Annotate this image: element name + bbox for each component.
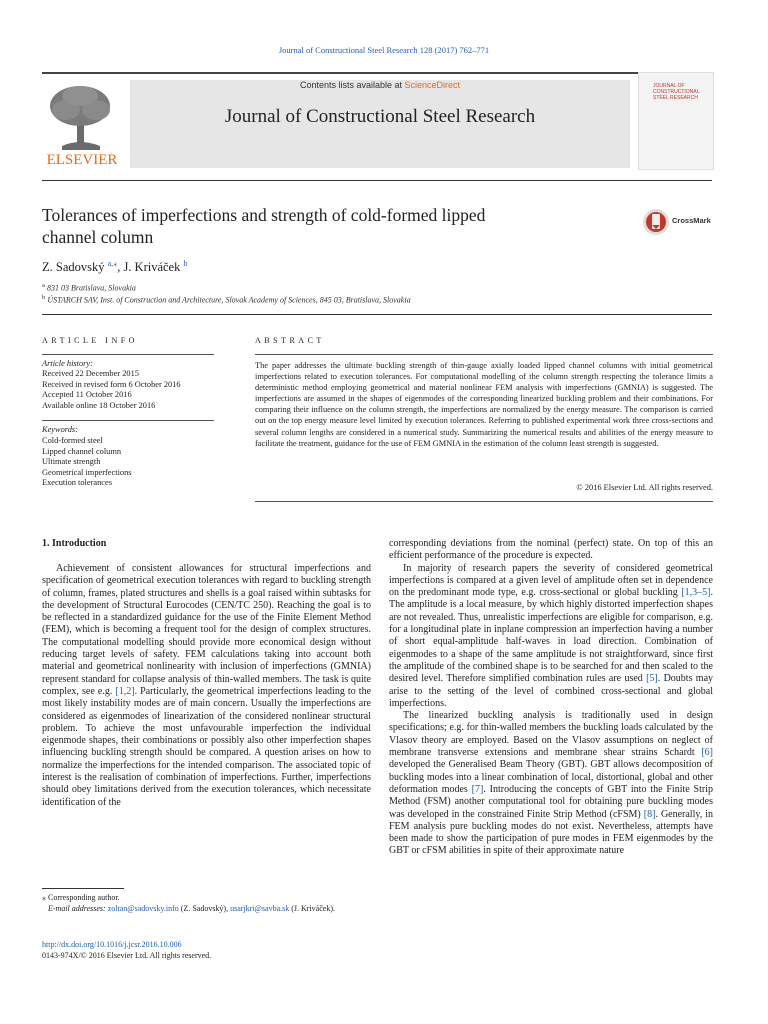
footnote-rule [42, 888, 124, 889]
abstract-text: The paper addresses the ultimate buckling strength of thin-gauge axially loaded lipped channel columns with initial geometrical imperfections related to execution tolerances. For computational modelling of the column strength respecting the tolerance limits a deterministic method employing geometrical and material nonlinear FEM analysis with imperfections (GMNIA) is suggested. The imperfections are assumed in the shapes of eigenmodes of the corresponding linearized buckling problem and their combinations. For comparing their influence on the column strength, the imperfections are normalized by the energy measure. The comparison is carried out on the top energy measure level limited by execution tolerances. Referring to published experimental work three cross-sections and several column lengths are considered in a numerical study. Summarizing the numerical results and abilities of the energy measure to facilitate the treatment, guidance for the use of FEM GMNIA in the estimation of the column least strength is suggested. [255, 361, 713, 448]
body-paragraph [42, 563, 371, 809]
history-item: Received in revised form 6 October 2016 [42, 379, 181, 389]
journal-cover-thumbnail[interactable] [638, 72, 714, 170]
history-item: Accepted 11 October 2016 [42, 390, 132, 399]
crossmark-button[interactable] [642, 208, 714, 236]
paragraph-text: . Particularly, the geometrical imperfections leading to the most likely instability modes are of main concern. Usually the imperfections are considered as eigenmodes of linearization of the considered nonlinear structural problem. To achieve the most unfavourable imperfection the individual eigenmode shapes, their combinations or possibly also other imperfection shapes influencing buckling strength should be compared. A question arises on how to normalize the imperfections for the intended comparison. The associated topic of interest is the realisation of combination of imperfections. Further, imperfections should obey limitations derived from the execution tolerances, which necessitate identification of the [42, 685, 372, 808]
cover-title [653, 83, 699, 101]
history-item: Received 22 December 2015 [42, 369, 139, 378]
citation-link[interactable]: [6] [701, 747, 713, 759]
paragraph-text: Achievement of consistent allowances for structural imperfections and specification of geometrical execution tolerances with regard to buckling strength of column, frames, plated structures and shells is a goal raised within subtasks for the development of Structural Eurocodes (CEN/TC 250). Reaching the goal is to be reflected in a standardized guidance for the use of the Finite Element Method (FEM), which is becoming a frequent tool for the design of complex structures. The computational modelling should provide more economical design without reducing target levels of safety. FEM calculations taking into account both material and geometrical nonlinearity with inclusion of imperfections (GMNIA) represent standard for collapse analysis of thin-walled members. The task is quite complex, see e.g. [42, 563, 371, 697]
paragraph-text: . Introducing the concepts of GBT into the Finite Strip Method (FSM) another computational tool for obtaining pure buckling modes was developed in the constrained Finite Strip Method (cFSM) [389, 783, 713, 820]
body-column-right [389, 538, 713, 858]
body-paragraph [389, 710, 713, 858]
email-owner: (Z. Sadovský), [180, 904, 229, 913]
email-owner: (J. Kriváček). [291, 904, 335, 913]
abstract-rule [255, 354, 713, 355]
abstract-copyright: © 2016 Elsevier Ltd. All rights reserved. [576, 483, 713, 492]
cover-line: CONSTRUCTIONAL [653, 89, 700, 95]
affiliation-mark: b [42, 294, 46, 301]
affiliation-marks: a, [107, 259, 114, 268]
abstract-rule-bottom [255, 501, 713, 502]
paragraph-text: The linearized buckling analysis is traditionally used in design specifications; e.g. for thin-walled members the buckling loads calculated by the Vlasov theory are employed. Based on the Vlasov assumptions on neglect of membrane transverse extensions and membrane shear strains Schardt [389, 710, 713, 759]
journal-reference-link[interactable]: Journal of Constructional Steel Research 128 (2017) 762–771 [278, 45, 490, 55]
author-affiliation-mark[interactable] [108, 259, 118, 268]
article-title-line: channel column [42, 227, 154, 247]
keyword-item: Lipped channel column [42, 446, 122, 456]
header-rule [42, 72, 712, 74]
section-rule [42, 314, 712, 315]
footnote-mark: ⁎ [42, 893, 46, 902]
intro-heading: 1. Introduction [42, 538, 107, 549]
citation-link[interactable]: [7] [471, 783, 484, 795]
article-title [42, 204, 562, 248]
contents-prefix: Contents lists available at [299, 80, 405, 90]
keywords-label: Keywords: [42, 425, 78, 434]
footnote-emails [42, 904, 335, 913]
keywords-list [42, 436, 132, 489]
body-paragraph: corresponding deviations from the nominal (perfect) state. On top of this an efficient performance of the procedure is expected. [389, 538, 713, 562]
affiliation-a [42, 282, 136, 293]
citation-link[interactable]: [8] [643, 808, 656, 820]
footnote-corresponding [42, 893, 120, 902]
paragraph-text: . Generally, in FEM analysis pure buckling modes do not exist. Nevertheless, attempts have been made to show the participation of pure modes in FEM eigenmodes by the GBT or cFSM abilities in spite of their approximate nature [389, 808, 713, 857]
article-title-line: Tolerances of imperfections and strength of cold-formed lipped [42, 205, 486, 225]
citation-link[interactable]: [1,3–5] [681, 587, 711, 599]
keyword-item: Geometrical imperfections [42, 467, 132, 477]
author-list [42, 259, 187, 275]
corresponding-mark: ⁎ [113, 259, 118, 268]
journal-title: Journal of Constructional Steel Research [224, 106, 536, 127]
email-label: E-mail addresses: [48, 904, 106, 913]
affiliation-text: ÚSTARCH SAV, Inst. of Construction and Architecture, Slovak Academy of Sciences, 845 03, Bratislava, Slovakia [47, 295, 411, 305]
citation-link[interactable]: [5] [646, 673, 658, 685]
keyword-item: Execution tolerances [42, 478, 112, 487]
paragraph-text: In majority of research papers the severity of considered geometrical imperfections is compared at a given level of amplitude often set in dependence on the predominant mode type, e.g. cross-sectional or global buckling [389, 562, 713, 599]
footnote-text: Corresponding author. [48, 893, 120, 902]
crossmark-label: CrossMark [672, 216, 711, 225]
body-column-left [42, 563, 371, 809]
tree-icon [50, 86, 110, 150]
cover-line: JOURNAL OF [653, 83, 685, 89]
issn-line: 0143-974X/© 2016 Elsevier Ltd. All rights reserved. [42, 951, 212, 960]
sciencedirect-link[interactable]: ScienceDirect [404, 80, 461, 90]
article-info-rule [42, 420, 214, 421]
paragraph-text: . The amplitude is a local measure, by which highly distorted imperfection shapes are not revealed. Thus, unrealistic imperfections are eligible for comparison, e.g. for a longitudinal plate in inplane compression an imperfection having a number of short equal-amplitude half-waves in load direction. Combination of eigenmodes to a shape of the same amplitude is not straightforward, since first the amplitude of the combined shape is to be searched for and then scaled to the desired level. Therefore simplified combination rules are used [389, 587, 713, 685]
cover-line: STEEL RESEARCH [653, 95, 698, 101]
elsevier-logo [42, 80, 122, 168]
article-info-heading: ARTICLE INFO [42, 336, 138, 345]
header-rule-bottom [42, 180, 712, 181]
paragraph-text: . Doubts may arise to the setting of the level of combined cross-sectional and global imperfections. [389, 673, 714, 709]
author-name[interactable]: , J. Kriváček [117, 260, 181, 275]
affiliation-b [42, 294, 411, 305]
history-item: Available online 18 October 2016 [42, 400, 156, 410]
affiliation-mark: a [42, 282, 45, 289]
abstract-heading: ABSTRACT [255, 336, 325, 345]
body-paragraph [389, 563, 713, 711]
history-label: Article history: [42, 359, 93, 368]
keyword-item: Cold-formed steel [42, 436, 103, 445]
doi-link[interactable]: http://dx.doi.org/10.1016/j.jcsr.2016.10.006 [42, 940, 182, 949]
author-name[interactable]: Z. Sadovský [42, 260, 105, 275]
paragraph-text: developed the Generalised Beam Theory (GBT). GBT allows decomposition of buckling modes into a linear combination of local, distortional, global and other deformation modes [389, 759, 713, 795]
crossmark-icon [642, 208, 670, 236]
author-affiliation-mark[interactable]: b [183, 259, 188, 268]
elsevier-wordmark: ELSEVIER [46, 152, 118, 168]
history-list [42, 369, 181, 411]
email-link[interactable]: usarjkri@savba.sk [230, 904, 290, 913]
email-link[interactable]: zoltan@sadovsky.info [107, 904, 179, 913]
article-info-rule [42, 354, 214, 355]
affiliation-text: 831 03 Bratislava, Slovakia [46, 283, 136, 293]
keyword-item: Ultimate strength [42, 457, 101, 466]
contents-line [130, 80, 630, 90]
citation-link[interactable]: [1,2] [115, 685, 135, 697]
